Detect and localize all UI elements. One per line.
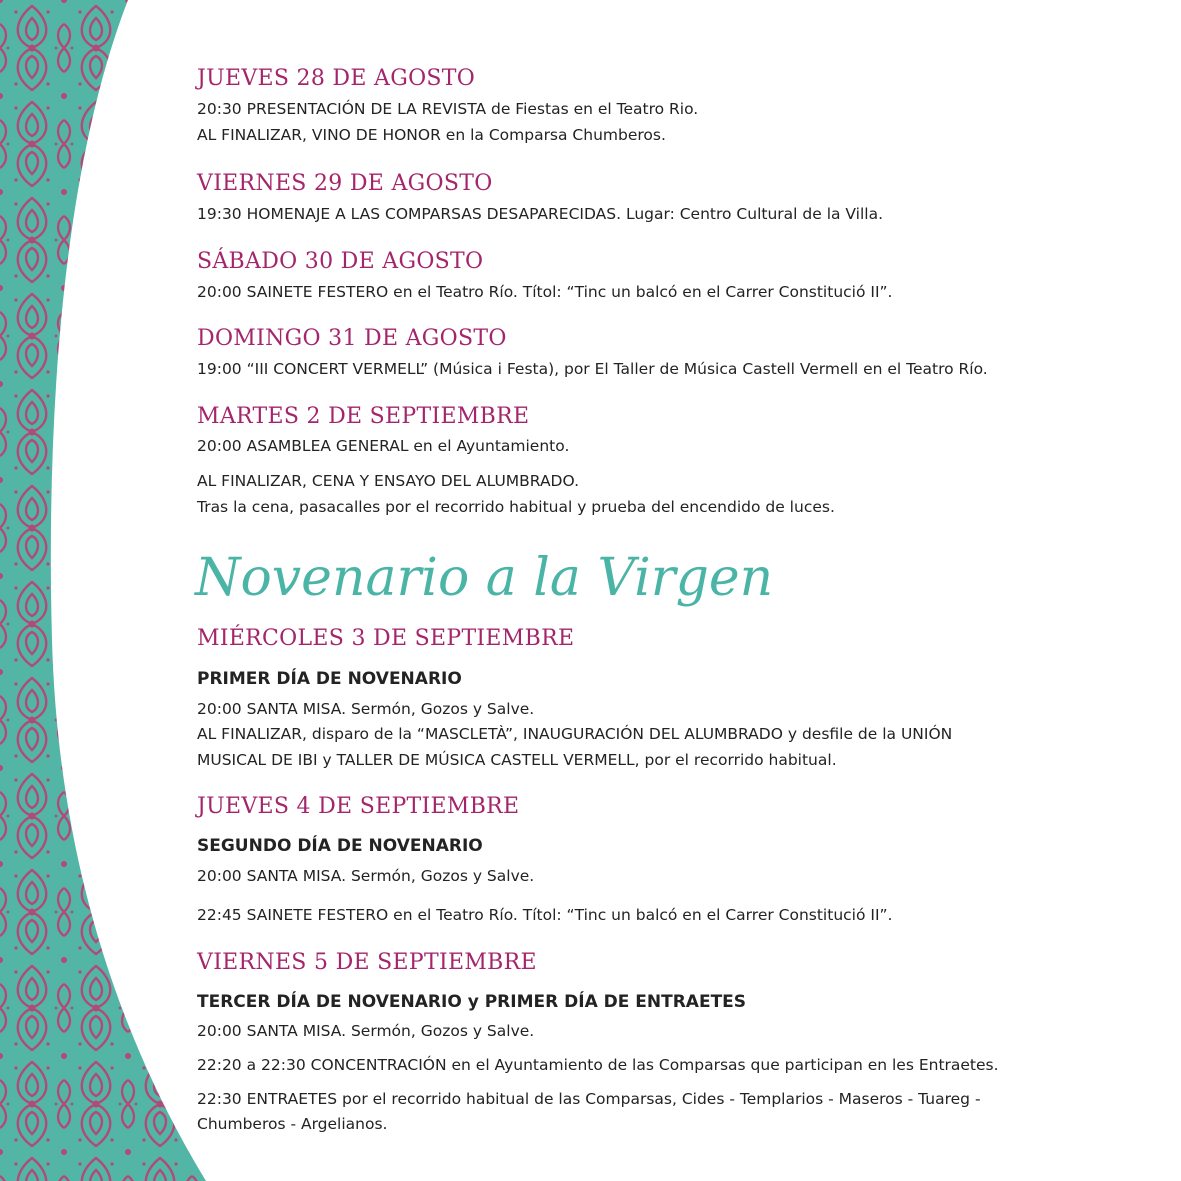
event-line: AL FINALIZAR, VINO DE HONOR en la Comparsa Chumberos. <box>197 126 666 144</box>
event-line: 22:20 a 22:30 CONCENTRACIÓN en el Ayuntamiento de las Comparsas que participan en les Entraetes. <box>197 1056 999 1074</box>
event-line: 20:00 SANTA MISA. Sermón, Gozos y Salve. <box>197 1022 535 1040</box>
event-date: MARTES 2 DE SEPTIEMBRE <box>197 404 530 429</box>
event-line: 19:00 “III CONCERT VERMELL” (Música i Festa), por El Taller de Música Castell Vermell en el Teatro Río. <box>197 360 988 378</box>
event-line: MUSICAL DE IBI y TALLER DE MÚSICA CASTELL VERMELL, por el recorrido habitual. <box>197 751 837 769</box>
event-subtitle: SEGUNDO DÍA DE NOVENARIO <box>197 836 483 856</box>
event-line: 20:00 SAINETE FESTERO en el Teatro Río. Títol: “Tinc un balcó en el Carrer Constitució II”. <box>197 283 893 301</box>
event-date: JUEVES 28 DE AGOSTO <box>197 66 476 91</box>
event-line: 20:30 PRESENTACIÓN DE LA REVISTA de Fiestas en el Teatro Rio. <box>197 100 699 118</box>
event-line: 20:00 ASAMBLEA GENERAL en el Ayuntamiento. <box>197 437 570 455</box>
event-date: VIERNES 5 DE SEPTIEMBRE <box>197 950 537 975</box>
event-line: 19:30 HOMENAJE A LAS COMPARSAS DESAPARECIDAS. Lugar: Centro Cultural de la Villa. <box>197 205 884 223</box>
event-line: 20:00 SANTA MISA. Sermón, Gozos y Salve. <box>197 700 535 718</box>
section-title: Novenario a la Virgen <box>195 548 774 608</box>
event-line: Chumberos - Argelianos. <box>197 1115 388 1133</box>
event-line: 20:00 SANTA MISA. Sermón, Gozos y Salve. <box>197 867 535 885</box>
event-subtitle: PRIMER DÍA DE NOVENARIO <box>197 669 462 689</box>
event-line: 22:30 ENTRAETES por el recorrido habitual de las Comparsas, Cides - Templarios - Maseros - Tuareg - <box>197 1090 981 1108</box>
event-line: AL FINALIZAR, CENA Y ENSAYO DEL ALUMBRADO. <box>197 472 579 490</box>
event-line: AL FINALIZAR, disparo de la “MASCLETÀ”, INAUGURACIÓN DEL ALUMBRADO y desfile de la UNIÓN <box>197 725 953 743</box>
event-date: SÁBADO 30 DE AGOSTO <box>197 249 484 274</box>
event-line: 22:45 SAINETE FESTERO en el Teatro Río. Títol: “Tinc un balcó en el Carrer Constitució II”. <box>197 906 893 924</box>
event-date: DOMINGO 31 DE AGOSTO <box>197 326 507 351</box>
program-content <box>197 0 1157 1181</box>
event-date: VIERNES 29 DE AGOSTO <box>197 171 493 196</box>
event-line: Tras la cena, pasacalles por el recorrido habitual y prueba del encendido de luces. <box>197 498 835 516</box>
event-date: JUEVES 4 DE SEPTIEMBRE <box>197 794 520 819</box>
event-date: MIÉRCOLES 3 DE SEPTIEMBRE <box>197 626 575 651</box>
event-subtitle: TERCER DÍA DE NOVENARIO y PRIMER DÍA DE ENTRAETES <box>197 992 747 1012</box>
